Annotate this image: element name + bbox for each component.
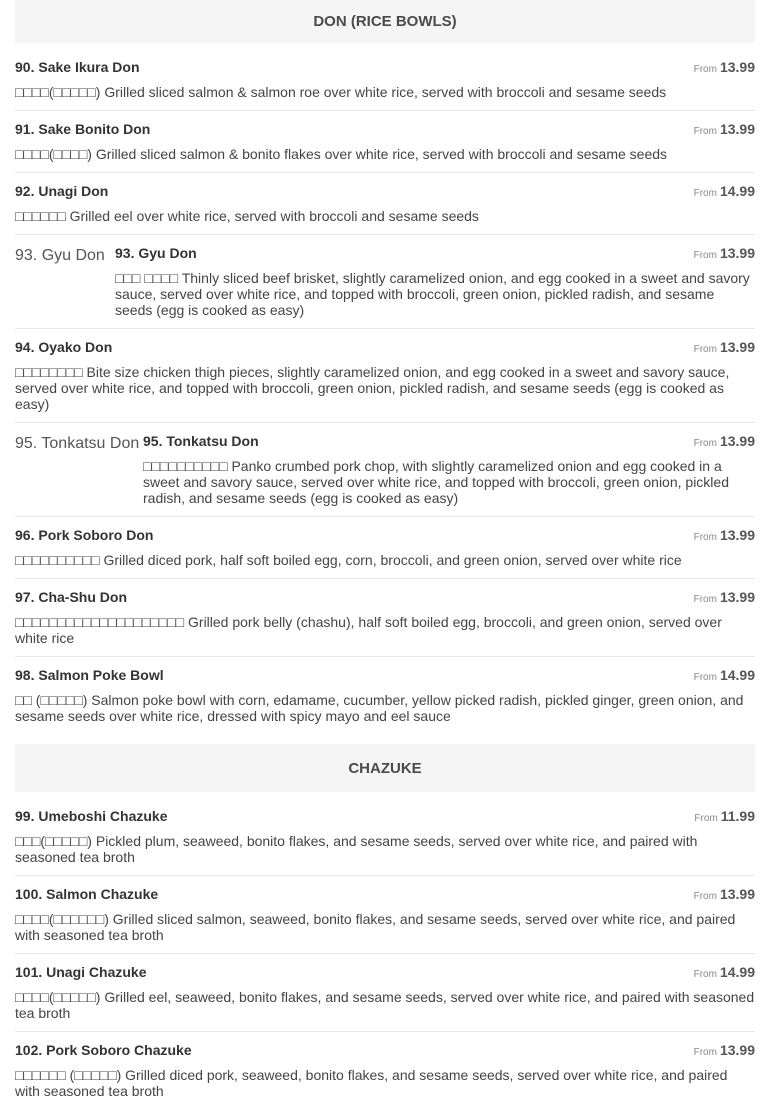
price-amount: 13.99	[719, 433, 755, 449]
price-prefix: From	[693, 126, 717, 137]
item-image-broken[interactable]: 95. Tonkatsu Don	[15, 435, 140, 452]
price-prefix: From	[693, 532, 717, 543]
item-price	[694, 667, 755, 685]
item-description: □□□□(□□□□□) Grilled eel, seaweed, bonito flakes, and sesame seeds, served over white rice, and paired with seasoned tea broth	[15, 989, 755, 1021]
section-header-chazuke	[15, 744, 755, 792]
item-price	[694, 1042, 755, 1060]
item-description: □□□□(□□□□) Grilled sliced salmon & bonito flakes over white rice, served with broccoli and sesame seeds	[15, 146, 668, 162]
item-name: 101. Unagi Chazuke	[15, 964, 147, 980]
menu-item[interactable]	[15, 245, 755, 329]
item-price	[694, 886, 755, 904]
item-description: □□□(□□□□□) Pickled plum, seaweed, bonito flakes, and sesame seeds, served over white rice, and paired with seasoned tea broth	[15, 833, 698, 865]
price-amount: 13.99	[719, 527, 755, 543]
price-prefix: From	[693, 672, 717, 683]
price-prefix: From	[693, 250, 717, 261]
item-name: 102. Pork Soboro Chazuke	[15, 1042, 192, 1058]
item-description: □□□□(□□□□□□) Grilled sliced salmon, seaweed, bonito flakes, and sesame seeds, served over white rice, and paired with seasoned tea broth	[15, 911, 736, 943]
menu-item[interactable]	[15, 527, 755, 579]
price-amount: 14.99	[719, 964, 755, 980]
item-name: 93. Gyu Don	[115, 245, 197, 261]
price-amount: 13.99	[719, 589, 755, 605]
menu-item[interactable]	[15, 183, 755, 235]
item-price	[694, 245, 755, 263]
item-price	[694, 433, 755, 451]
section-title: DON (RICE BOWLS)	[313, 13, 457, 30]
item-price	[694, 339, 755, 357]
menu-item[interactable]	[15, 667, 755, 734]
menu-item[interactable]	[15, 339, 755, 423]
item-image-broken[interactable]: 93. Gyu Don	[15, 247, 105, 264]
menu-item[interactable]	[15, 964, 755, 1032]
item-description: □□□□□□□□□□ Grilled diced pork, half soft boiled egg, corn, broccoli, and green onion, served over white rice	[15, 552, 682, 568]
menu-item[interactable]	[15, 433, 755, 517]
item-name: 95. Tonkatsu Don	[143, 433, 259, 449]
item-description: □□□ □□□□ Thinly sliced beef brisket, slightly caramelized onion, and egg cooked in a sweet and savory sauce, served over white rice, and topped with broccoli, green onion, pickled radish, and sesame seeds (egg is cooked as easy)	[115, 270, 750, 318]
item-description: □□□□□□□□ Bite size chicken thigh pieces, slightly caramelized onion, and egg cooked in a sweet and savory sauce, served over white rice, and topped with broccoli, green onion, pickled radish, and sesame seeds (egg is cooked as easy)	[15, 364, 730, 412]
price-prefix: From	[693, 64, 717, 75]
item-description: □□□□□□□□□□□□□□□□□□□□ Grilled pork belly (chashu), half soft boiled egg, broccoli, and green onion, served over white rice	[15, 614, 722, 646]
item-name: 91. Sake Bonito Don	[15, 121, 151, 137]
menu-item[interactable]	[15, 121, 755, 173]
price-amount: 13.99	[719, 1042, 755, 1058]
price-amount: 13.99	[719, 121, 755, 137]
item-name: 97. Cha-Shu Don	[15, 589, 128, 605]
item-name: 100. Salmon Chazuke	[15, 886, 159, 902]
menu-item[interactable]	[15, 808, 755, 876]
item-description: □□□□(□□□□□) Grilled sliced salmon & salmon roe over white rice, served with broccoli and sesame seeds	[15, 84, 667, 100]
menu-item[interactable]	[15, 59, 755, 111]
item-price	[694, 589, 755, 607]
item-description: □□□□□□ (□□□□□) Grilled diced pork, seaweed, bonito flakes, and sesame seeds, served over white rice, and paired with seasoned tea broth	[15, 1067, 728, 1099]
price-prefix: From	[693, 891, 717, 902]
item-name: 90. Sake Ikura Don	[15, 59, 140, 75]
price-amount: 13.99	[719, 339, 755, 355]
menu-item[interactable]	[15, 886, 755, 954]
item-description: □□ (□□□□□) Salmon poke bowl with corn, edamame, cucumber, yellow picked radish, pickled ginger, green onion, and sesame seeds over white rice, dressed with spicy mayo and eel sauce	[15, 692, 744, 724]
price-amount: 11.99	[720, 808, 755, 824]
item-price	[694, 183, 755, 201]
price-amount: 13.99	[719, 886, 755, 902]
price-prefix: From	[693, 344, 717, 355]
price-prefix: From	[693, 1047, 717, 1058]
item-name: 92. Unagi Don	[15, 183, 109, 199]
price-prefix: From	[693, 438, 717, 449]
price-prefix: From	[693, 594, 717, 605]
item-price	[694, 964, 755, 982]
item-price	[694, 527, 755, 545]
price-amount: 14.99	[719, 667, 755, 683]
item-price	[694, 121, 755, 139]
section-header-don	[15, 0, 755, 43]
price-prefix: From	[693, 969, 717, 980]
item-price	[694, 808, 755, 826]
price-prefix: From	[694, 813, 718, 824]
price-amount: 13.99	[719, 59, 755, 75]
item-price	[694, 59, 755, 77]
price-prefix: From	[693, 188, 717, 199]
item-name: 94. Oyako Don	[15, 339, 113, 355]
item-name: 99. Umeboshi Chazuke	[15, 808, 168, 824]
price-amount: 13.99	[719, 245, 755, 261]
section-title: CHAZUKE	[348, 759, 422, 777]
item-name: 98. Salmon Poke Bowl	[15, 667, 164, 683]
item-description: □□□□□□□□□□ Panko crumbed pork chop, with slightly caramelized onion and egg cooked in a sweet and savory sauce, served over white rice, and topped with broccoli, green onion, pickled radish, and sesame seeds (egg is cooked as easy)	[143, 458, 729, 506]
price-amount: 14.99	[719, 183, 755, 199]
item-description: □□□□□□ Grilled eel over white rice, served with broccoli and sesame seeds	[15, 208, 479, 224]
menu-item[interactable]	[15, 589, 755, 657]
item-name: 96. Pork Soboro Don	[15, 527, 154, 543]
menu-item[interactable]	[15, 1042, 755, 1109]
